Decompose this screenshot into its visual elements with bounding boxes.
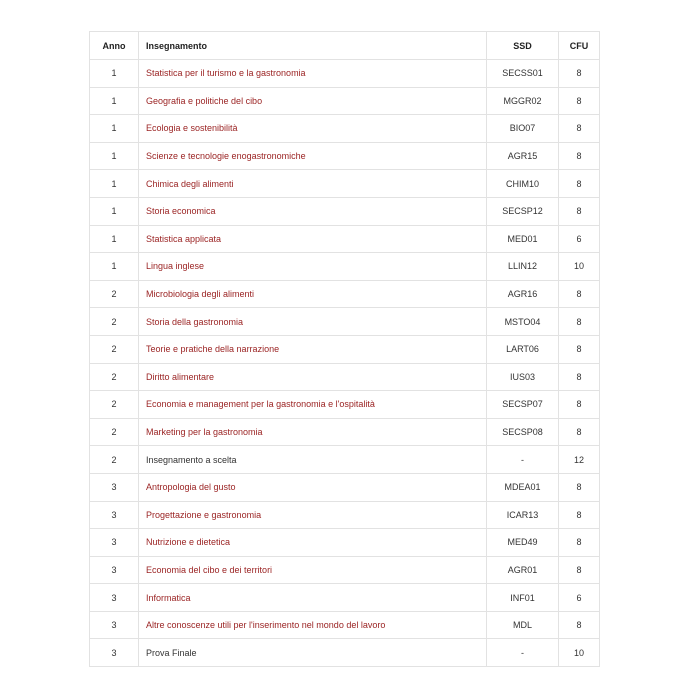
cell-cfu: 6 (559, 584, 600, 612)
cell-cfu: 8 (559, 115, 600, 143)
cell-ssd: SECSP08 (487, 418, 559, 446)
table-row (90, 308, 600, 336)
cell-ssd: LLIN12 (487, 253, 559, 281)
course-link[interactable]: Scienze e tecnologie enogastronomiche (146, 151, 306, 162)
cell-anno: 3 (90, 611, 139, 639)
cell-insegnamento (139, 391, 487, 419)
course-link[interactable]: Antropologia del gusto (146, 482, 236, 493)
cell-ssd: MSTO04 (487, 308, 559, 336)
course-link[interactable]: Teorie e pratiche della narrazione (146, 344, 280, 355)
cell-anno: 2 (90, 418, 139, 446)
table-row (90, 335, 600, 363)
table-row (90, 446, 600, 474)
cell-insegnamento (139, 556, 487, 584)
cell-insegnamento (139, 170, 487, 198)
course-link[interactable]: Progettazione e gastronomia (146, 509, 262, 520)
cell-anno: 2 (90, 335, 139, 363)
course-name: Prova Finale (146, 647, 197, 658)
cell-ssd: AGR16 (487, 280, 559, 308)
cell-insegnamento (139, 142, 487, 170)
course-link[interactable]: Chimica degli alimenti (146, 178, 234, 189)
cell-cfu: 8 (559, 611, 600, 639)
course-link[interactable]: Ecologia e sostenibilità (146, 123, 238, 134)
courses-table (89, 31, 600, 667)
cell-anno: 2 (90, 363, 139, 391)
cell-anno: 1 (90, 197, 139, 225)
cell-insegnamento (139, 280, 487, 308)
table-row (90, 170, 600, 198)
cell-insegnamento (139, 308, 487, 336)
table-row (90, 391, 600, 419)
cell-anno: 3 (90, 529, 139, 557)
cell-cfu: 8 (559, 363, 600, 391)
cell-cfu: 10 (559, 639, 600, 667)
header-ssd: SSD (487, 32, 559, 60)
cell-anno: 1 (90, 115, 139, 143)
cell-ssd: SECSS01 (487, 60, 559, 88)
table-row (90, 142, 600, 170)
header-insegnamento: Insegnamento (139, 32, 487, 60)
table-row (90, 639, 600, 667)
cell-insegnamento (139, 335, 487, 363)
cell-cfu: 12 (559, 446, 600, 474)
course-name: Insegnamento a scelta (146, 454, 237, 465)
course-link[interactable]: Economia e management per la gastronomia e l'ospitalità (146, 399, 375, 410)
cell-anno: 2 (90, 280, 139, 308)
cell-ssd: ICAR13 (487, 501, 559, 529)
cell-insegnamento (139, 87, 487, 115)
cell-ssd: AGR15 (487, 142, 559, 170)
header-row (90, 32, 600, 60)
course-link[interactable]: Diritto alimentare (146, 371, 215, 382)
course-link[interactable]: Lingua inglese (146, 261, 205, 272)
table-row (90, 253, 600, 281)
table-row (90, 363, 600, 391)
course-link[interactable]: Nutrizione e dietetica (146, 537, 231, 548)
cell-insegnamento (139, 115, 487, 143)
cell-anno: 3 (90, 556, 139, 584)
cell-anno: 3 (90, 501, 139, 529)
header-cfu: CFU (559, 32, 600, 60)
cell-insegnamento (139, 60, 487, 88)
course-link[interactable]: Geografia e politiche del cibo (146, 95, 263, 106)
cell-cfu: 8 (559, 87, 600, 115)
course-link[interactable]: Storia economica (146, 206, 216, 217)
cell-ssd: MGGR02 (487, 87, 559, 115)
courses-table-container (89, 31, 599, 667)
cell-cfu: 8 (559, 529, 600, 557)
table-row (90, 418, 600, 446)
cell-anno: 1 (90, 60, 139, 88)
cell-insegnamento (139, 225, 487, 253)
cell-ssd: - (487, 446, 559, 474)
table-row (90, 584, 600, 612)
cell-anno: 2 (90, 446, 139, 474)
cell-cfu: 8 (559, 556, 600, 584)
cell-ssd: AGR01 (487, 556, 559, 584)
cell-cfu: 8 (559, 280, 600, 308)
cell-anno: 1 (90, 142, 139, 170)
cell-cfu: 6 (559, 225, 600, 253)
cell-insegnamento (139, 473, 487, 501)
cell-cfu: 8 (559, 391, 600, 419)
cell-anno: 3 (90, 473, 139, 501)
course-link[interactable]: Statistica per il turismo e la gastronomia (146, 68, 306, 79)
cell-insegnamento (139, 529, 487, 557)
cell-anno: 3 (90, 639, 139, 667)
cell-cfu: 8 (559, 335, 600, 363)
table-row (90, 87, 600, 115)
table-body (90, 60, 600, 667)
cell-anno: 2 (90, 391, 139, 419)
table-header (90, 32, 600, 60)
table-row (90, 556, 600, 584)
table-row (90, 225, 600, 253)
cell-anno: 1 (90, 225, 139, 253)
cell-insegnamento (139, 584, 487, 612)
table-row (90, 60, 600, 88)
cell-insegnamento (139, 639, 487, 667)
course-link[interactable]: Microbiologia degli alimenti (146, 289, 255, 300)
cell-ssd: LART06 (487, 335, 559, 363)
cell-ssd: SECSP07 (487, 391, 559, 419)
course-link[interactable]: Informatica (146, 592, 191, 603)
cell-cfu: 8 (559, 473, 600, 501)
cell-cfu: 8 (559, 197, 600, 225)
cell-ssd: INF01 (487, 584, 559, 612)
cell-ssd: BIO07 (487, 115, 559, 143)
cell-ssd: - (487, 639, 559, 667)
table-row (90, 611, 600, 639)
cell-insegnamento (139, 197, 487, 225)
course-link[interactable]: Marketing per la gastronomia (146, 427, 263, 438)
cell-insegnamento (139, 253, 487, 281)
table-row (90, 501, 600, 529)
table-row (90, 197, 600, 225)
cell-cfu: 10 (559, 253, 600, 281)
cell-ssd: IUS03 (487, 363, 559, 391)
header-anno: Anno (90, 32, 139, 60)
course-link[interactable]: Storia della gastronomia (146, 316, 244, 327)
cell-ssd: MED01 (487, 225, 559, 253)
course-link[interactable]: Altre conoscenze utili per l'inserimento nel mondo del lavoro (146, 620, 386, 631)
cell-anno: 1 (90, 170, 139, 198)
cell-anno: 3 (90, 584, 139, 612)
cell-cfu: 8 (559, 308, 600, 336)
cell-anno: 1 (90, 87, 139, 115)
cell-cfu: 8 (559, 142, 600, 170)
cell-insegnamento (139, 501, 487, 529)
table-row (90, 115, 600, 143)
cell-ssd: MED49 (487, 529, 559, 557)
course-link[interactable]: Economia del cibo e dei territori (146, 564, 273, 575)
cell-anno: 2 (90, 308, 139, 336)
cell-ssd: MDEA01 (487, 473, 559, 501)
cell-ssd: CHIM10 (487, 170, 559, 198)
cell-cfu: 8 (559, 60, 600, 88)
cell-insegnamento (139, 611, 487, 639)
table-row (90, 529, 600, 557)
table-row (90, 473, 600, 501)
cell-insegnamento (139, 446, 487, 474)
course-link[interactable]: Statistica applicata (146, 233, 222, 244)
table-row (90, 280, 600, 308)
cell-cfu: 8 (559, 418, 600, 446)
cell-cfu: 8 (559, 501, 600, 529)
cell-ssd: MDL (487, 611, 559, 639)
cell-anno: 1 (90, 253, 139, 281)
cell-insegnamento (139, 418, 487, 446)
cell-ssd: SECSP12 (487, 197, 559, 225)
cell-cfu: 8 (559, 170, 600, 198)
cell-insegnamento (139, 363, 487, 391)
